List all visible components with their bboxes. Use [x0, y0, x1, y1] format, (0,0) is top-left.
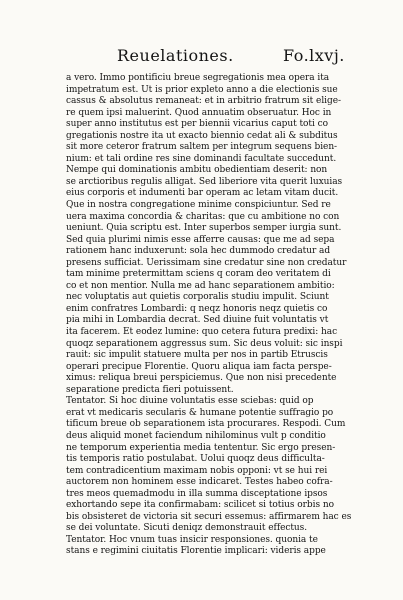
text-line: uera maxima concordia & charitas: que cu ambitione no con — [66, 211, 340, 222]
page-header — [0, 46, 403, 72]
text-line: a vero. Immo pontificiu breue segregationis mea opera ita — [66, 73, 330, 83]
text-line: Tentator. Hoc vnum tuas insicir responsiones. quonia te — [66, 534, 318, 545]
text-line: re quem ipsi maluerint. Quod annuatim obseruatur. Hoc in — [66, 107, 332, 118]
text-line: Tentator. Si hoc diuine voluntatis esse sciebas: quid op — [66, 396, 314, 407]
text-line: super anno institutus est per biennii vicarius caput toti co — [66, 119, 328, 130]
text-line: ximus: reliqua breui perspiciemus. Que non nisi precedente — [66, 373, 337, 384]
text-line: erat vt medicaris secularis & humane potentie suffragio po — [66, 407, 334, 418]
text-line: tres meos quemadmodu in illa summa disceptatione ipsos — [66, 488, 328, 499]
text-line: impetratum est. Ut is prior expleto anno a die electionis sue — [66, 84, 338, 95]
text-line: se dei voluntate. Sicuti deniqz demonstrauit effectus. — [66, 523, 308, 534]
text-line: operari precipue Florentie. Quoru aliqua iam facta perspe- — [66, 361, 332, 372]
text-line: auctorem non hominem esse indicaret. Testes habeo cofra- — [66, 477, 333, 488]
text-line: cassus & absolutus remaneat: et in arbitrio fratrum sit elige- — [66, 96, 341, 107]
text-line: separatione predicta fieri potuissent. — [66, 384, 234, 395]
text-line: tam minime pretermittam sciens q coram deo veritatem di — [66, 269, 331, 280]
text-line: quoqz separationem aggressus sum. Sic deus voluit: sic inspi — [66, 338, 343, 349]
text-line: bis obsisteret de victoria sit securi essemus: affirmarem hac es — [66, 511, 352, 522]
text-line: gregationis nostre ita ut exacto biennio cedat ali & subditus — [66, 130, 338, 141]
text-line: sit more ceteror fratrum saltem per integrum sequens bien- — [66, 142, 338, 153]
body-text — [66, 73, 368, 558]
text-line: stans e regimini ciuitatis Florentie implicari: videris appe — [66, 546, 326, 557]
text-line: Nempe qui dominationis ambitu obedientiam deserit: non — [66, 165, 328, 176]
text-line: co et non mentior. Nulla me ad hanc separationem ambitio: — [66, 280, 335, 291]
text-line: enim confratres Lombardi: q neqz honoris neqz quietis co — [66, 303, 328, 314]
text-line: tem contradicentium maximam nobis opponi: vt se hui rei — [66, 465, 328, 476]
folio-number: Fo.lxvj. — [283, 46, 345, 65]
text-line: eius corporis et indumenti bar operam ac letam vitam ducit. — [66, 188, 339, 199]
text-line: ne temporum experientia media tententur. Sic ergo presen- — [66, 442, 336, 453]
text-line: rationem hanc induxerunt: sola hec dummodo credatur ad — [66, 246, 331, 257]
text-line: Sed quia plurimi nimis esse afferre causas: que me ad sepa — [66, 234, 335, 245]
text-line: ueniunt. Quia scriptu est. Inter superbos semper iurgia sunt. — [66, 223, 342, 234]
text-line: presens sufficiat. Uerissimam sine credatur sine non credatur — [66, 257, 347, 268]
text-line: pia mihi in Lombardia decrat. Sed diuine fuit voluntatis vt — [66, 315, 329, 326]
text-line: nec voluptatis aut quietis corporalis studiu impulit. Sciunt — [66, 292, 329, 303]
text-line: tis temporis ratio postulabat. Uolui quoqz deus difficulta- — [66, 454, 325, 465]
text-line: exhortando sepe ita confirmabam: scilicet si totius orbis no — [66, 500, 334, 511]
text-line: Que in nostra congregatione minime conspiciuntur. Sed re — [66, 200, 331, 211]
text-line: nium: et tali ordine res sine dominandi facultate succedunt. — [66, 153, 337, 164]
running-title: Reuelationes. — [117, 46, 234, 65]
text-line: tificum breue ob separationem ista procurares. Respodi. Cum — [66, 419, 346, 430]
text-line: deus aliquid monet faciendum nihilominus vult p conditio — [66, 430, 326, 441]
text-line: rauit: sic impulit statuere multa per nos in partib Etruscis — [66, 350, 328, 361]
text-line: se arctioribus regulis alligat. Sed liberiore vita querit luxuias — [66, 176, 343, 187]
text-line: ita facerem. Et eodez lumine: quo cetera futura predixi: hac — [66, 327, 338, 338]
